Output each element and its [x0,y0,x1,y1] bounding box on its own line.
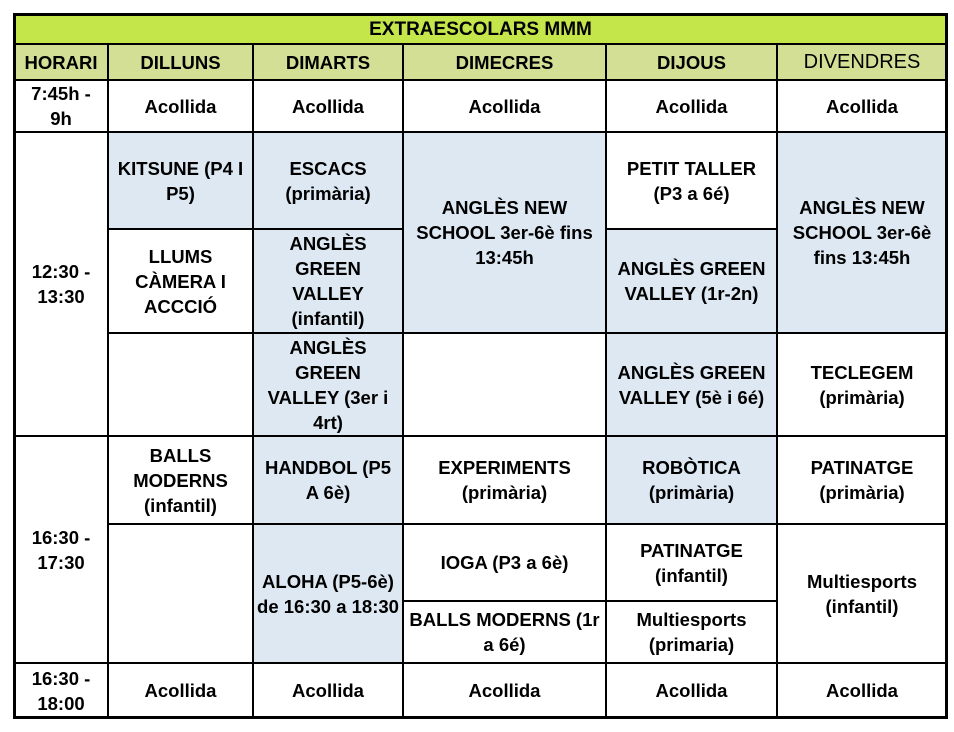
acollida-dimarts-late: Acollida [253,663,403,718]
grid-line [402,43,404,719]
acollida-dimarts-morning: Acollida [253,80,403,132]
activity-dilluns-midday-2: LLUMS CÀMERA I ACCCIÓ [108,229,253,333]
activity-dimecres-afternoon-2: IOGA (P3 a 6è) [403,524,606,601]
grid-line [252,43,254,719]
header-dijous: DIJOUS [606,44,777,80]
grid-line [13,43,948,45]
header-divendres: DIVENDRES [777,44,947,80]
activity-dijous-midday-3: ANGLÈS GREEN VALLEY (5è i 6é) [606,333,777,436]
time-morning: 7:45h - 9h [14,80,108,132]
grid-line [107,228,404,230]
activity-dimecres-midday-1: ANGLÈS NEW SCHOOL 3er-6è fins 13:45h [403,132,606,333]
acollida-dijous-late: Acollida [606,663,777,718]
grid-line [13,79,948,81]
header-dilluns: DILLUNS [108,44,253,80]
activity-divendres-midday-2: TECLEGEM (primària) [777,333,947,436]
empty-dilluns-afternoon-2 [108,524,253,663]
table-title: EXTRAESCOLARS MMM [14,14,947,44]
time-afternoon: 16:30 - 17:30 [14,436,108,663]
grid-line [13,131,948,133]
grid-border-right [945,13,948,719]
header-dimarts: DIMARTS [253,44,403,80]
time-late: 16:30 - 18:00 [14,663,108,718]
activity-dilluns-afternoon-1: BALLS MODERNS (infantil) [108,436,253,524]
acollida-dimecres-late: Acollida [403,663,606,718]
grid-line [13,662,948,664]
acollida-dijous-morning: Acollida [606,80,777,132]
activity-dimarts-afternoon-1: HANDBOL (P5 A 6è) [253,436,403,524]
activity-divendres-afternoon-1: PATINATGE (primària) [777,436,947,524]
grid-border-bottom [13,716,948,719]
acollida-dimecres-morning: Acollida [403,80,606,132]
acollida-dilluns-late: Acollida [108,663,253,718]
grid-line [107,332,947,334]
activity-dijous-afternoon-1: ROBÒTICA (primària) [606,436,777,524]
activity-dilluns-midday-1: KITSUNE (P4 I P5) [108,132,253,229]
grid-line [107,43,109,719]
activity-dimarts-midday-1: ESCACS (primària) [253,132,403,229]
acollida-divendres-late: Acollida [777,663,947,718]
acollida-divendres-morning: Acollida [777,80,947,132]
activity-dimecres-afternoon-3: BALLS MODERNS (1r a 6é) [403,601,606,663]
activity-divendres-afternoon-2: Multiesports (infantil) [777,524,947,663]
activity-dimarts-midday-2: ANGLÈS GREEN VALLEY (infantil) [253,229,403,333]
acollida-dilluns-morning: Acollida [108,80,253,132]
time-midday: 12:30 - 13:30 [14,132,108,436]
header-dimecres: DIMECRES [403,44,606,80]
grid-border-left [13,13,16,719]
activity-dimarts-midday-3: ANGLÈS GREEN VALLEY (3er i 4rt) [253,333,403,436]
activity-dijous-afternoon-3: Multiesports (primaria) [606,601,777,663]
grid-line [776,43,778,719]
grid-line [402,600,778,602]
activity-divendres-midday-1: ANGLÈS NEW SCHOOL 3er-6è fins 13:45h [777,132,947,333]
empty-dimecres-midday-2 [403,333,606,436]
grid-line [13,435,948,437]
activity-dijous-midday-2: ANGLÈS GREEN VALLEY (1r-2n) [606,229,777,333]
grid-border-top [13,13,948,16]
grid-line [605,228,778,230]
activity-dijous-midday-1: PETIT TALLER (P3 a 6é) [606,132,777,229]
activity-dijous-afternoon-2: PATINATGE (infantil) [606,524,777,601]
header-horari: HORARI [14,44,108,80]
activity-dimarts-afternoon-2: ALOHA (P5-6è) de 16:30 a 18:30 [253,524,403,663]
empty-dilluns-midday-3 [108,333,253,436]
grid-line [107,523,947,525]
activity-dimecres-afternoon-1: EXPERIMENTS (primària) [403,436,606,524]
grid-line [605,43,607,719]
